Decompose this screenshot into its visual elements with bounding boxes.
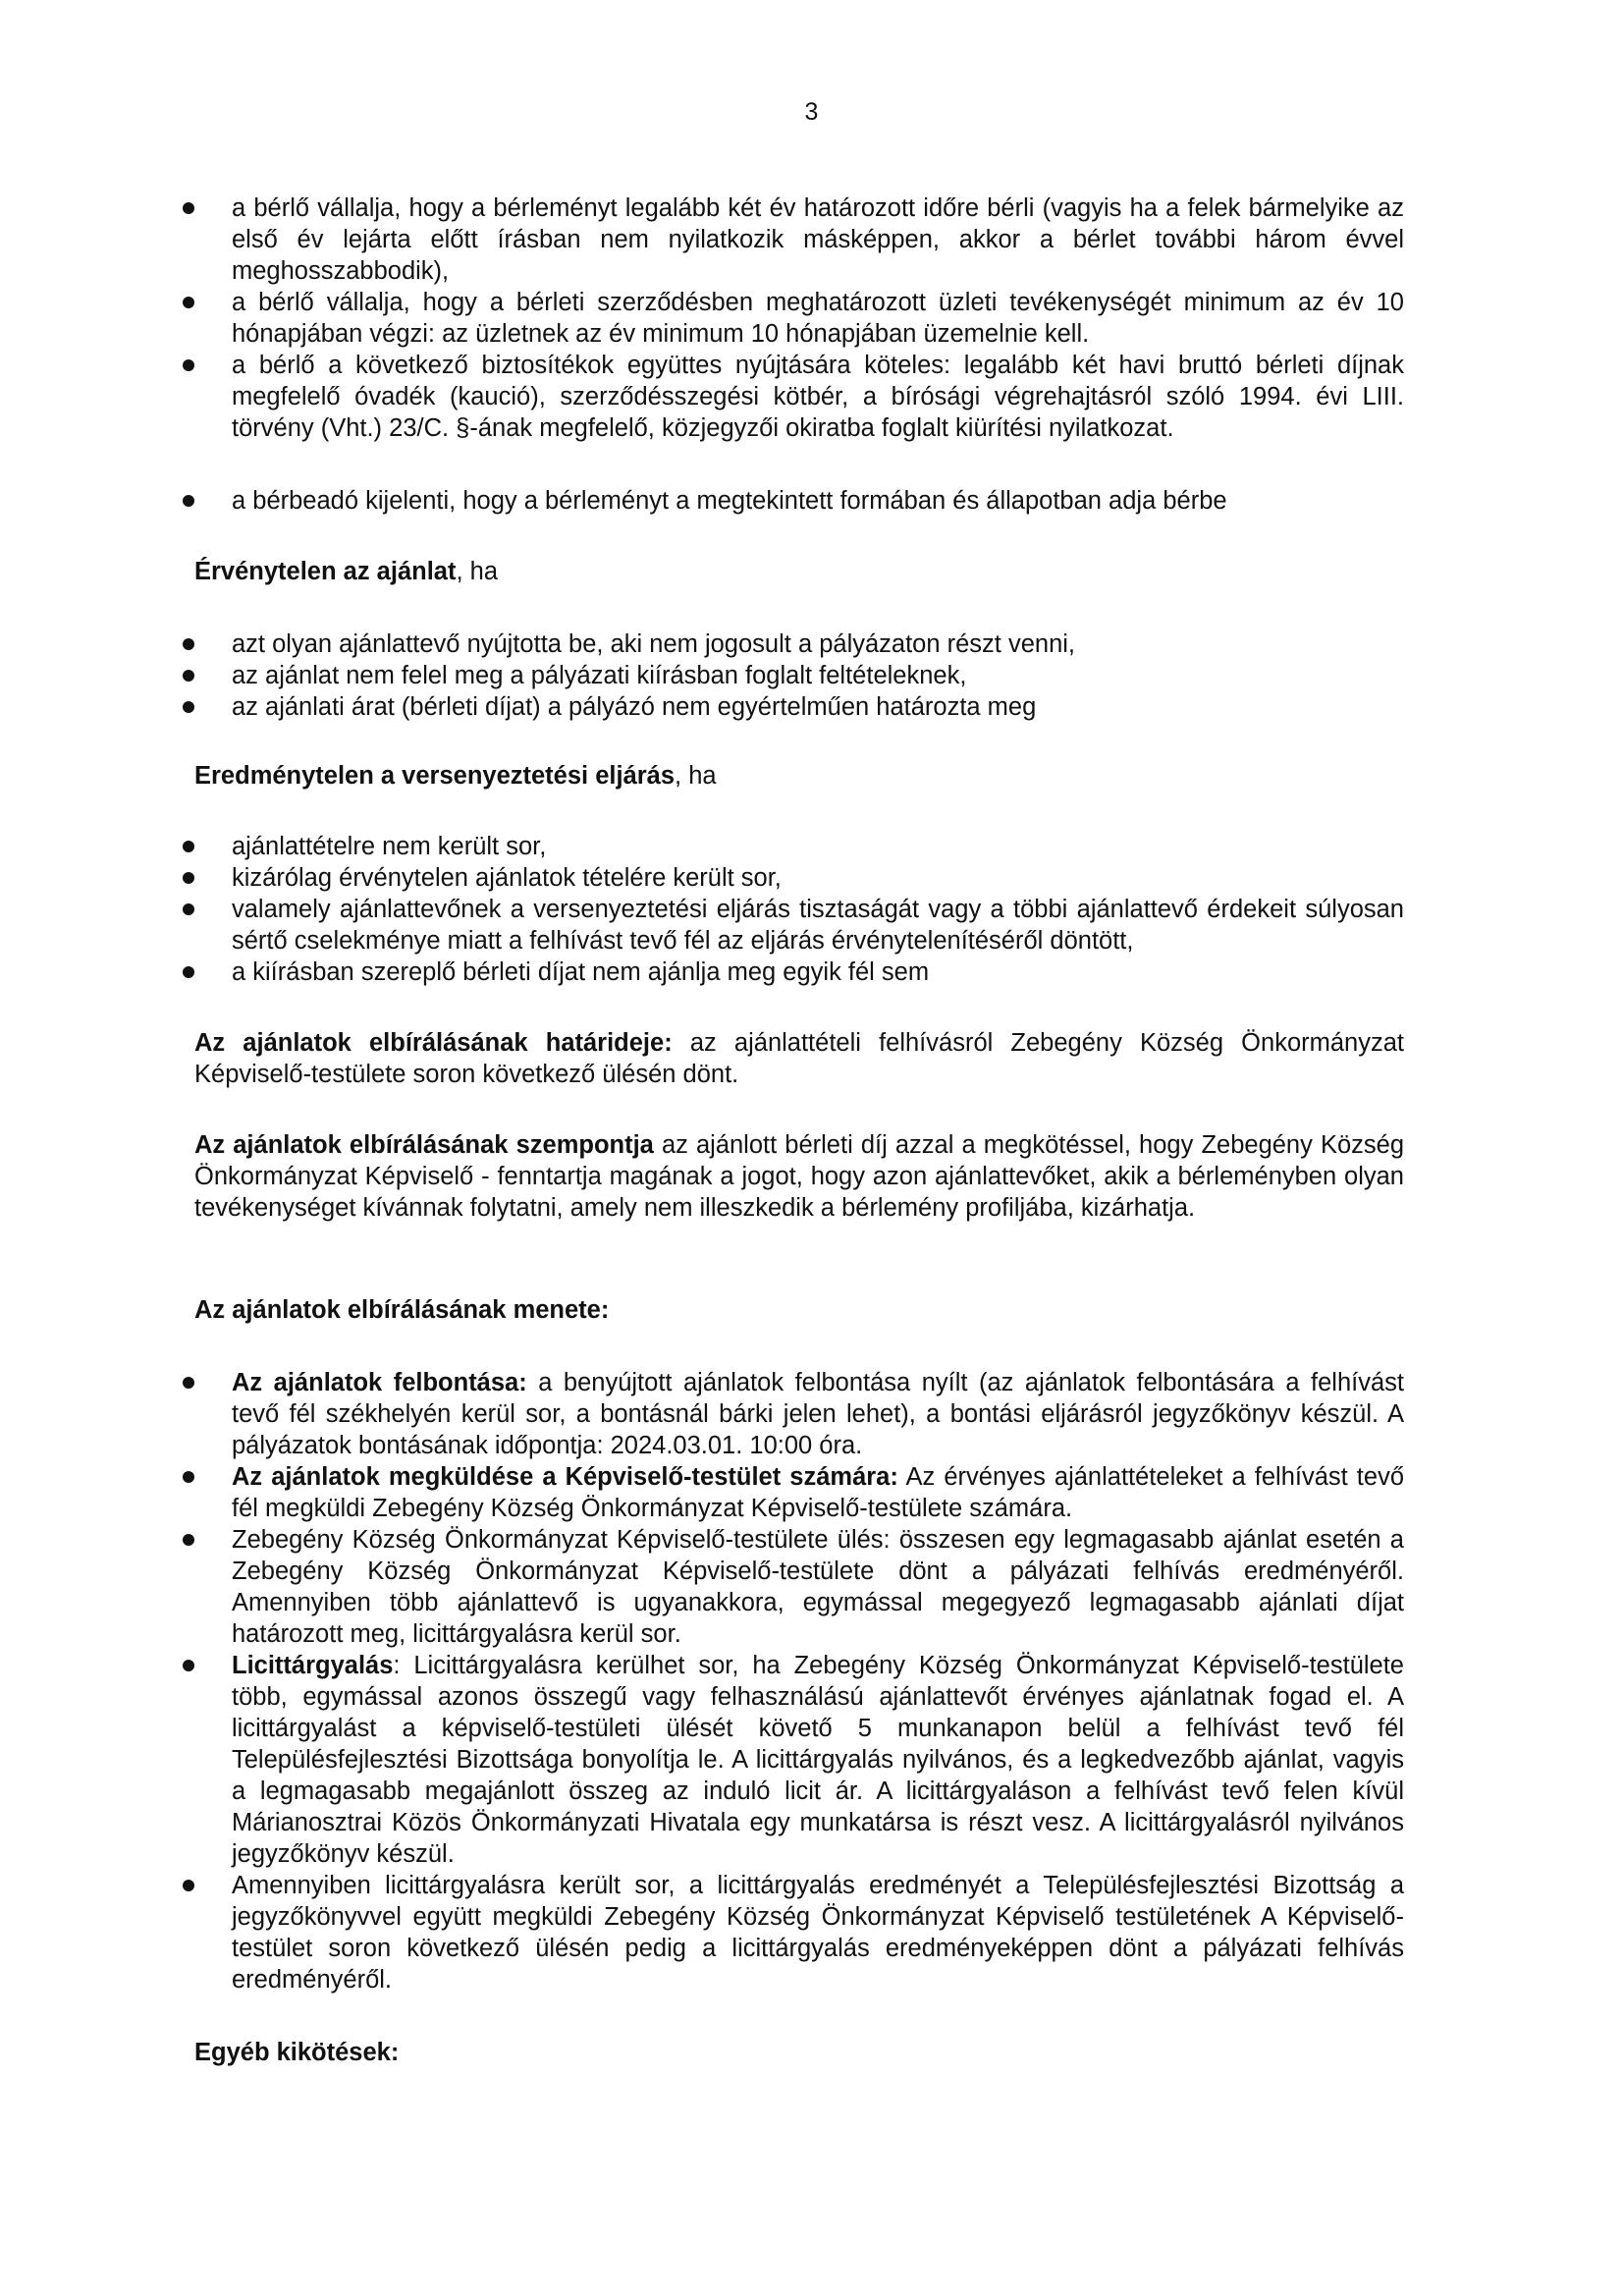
bullet-icon bbox=[183, 903, 194, 915]
list-item: Zebegény Község Önkormányzat Képviselő-testülete ülés: összesen egy legmagasabb ajánlat esetén a Zebegény Község Önkormányzat Képviselő-testülete dönt a pályázati felhívás eredményéről. Amennyiben több ajánlattevő is ugyanakkora, egymással megegyező legmagasabb ajánlati díjat határozott meg, licittárgyalásra kerül sor. bbox=[232, 1524, 1404, 1650]
list-item: a bérbeadó kijelenti, hogy a bérleményt a megtekintett formában és állapotban adja bérbe bbox=[232, 485, 1404, 517]
bullet-icon bbox=[183, 495, 194, 507]
bullet-icon bbox=[183, 202, 194, 214]
bullet-icon bbox=[183, 1534, 194, 1546]
bullet-icon bbox=[183, 638, 194, 650]
bullet-icon bbox=[183, 1660, 194, 1671]
evaluation-deadline-paragraph: Az ajánlatok elbírálásának határideje: az ajánlattételi felhívásról Zebegény Község Önkormányzat Képviselő-testülete soron következő ülésén dönt. bbox=[194, 1029, 1404, 1088]
list-item: Az ajánlatok felbontása: a benyújtott ajánlatok felbontása nyílt (az ajánlatok felbontására a felhívást tevő fél székhelyén kerül sor, a bontásnál bárki jelen lehet), a bontási eljárásról jegyzőkönyv készül. A pályázatok bontásának időpontja: 2024.03.01. 10:00 óra. bbox=[232, 1367, 1404, 1461]
bullet-icon bbox=[183, 359, 194, 371]
evaluation-criteria-paragraph: Az ajánlatok elbírálásának szempontja az ajánlott bérleti díj azzal a megkötéssel, hogy Zebegény Község Önkormányzat Képviselő - fenntartja magának a jogot, hogy azon ajánlattevőket, akik a bérleményben olyan tevékenységet kívánnak folytatni, amely nem illeszkedik a bérlemény profiljába, kizárhatja. bbox=[194, 1131, 1405, 1222]
list-item: Licittárgyalás: Licittárgyalásra kerülhet sor, ha Zebegény Község Önkormányzat Képviselő-testülete több, egymással azonos összegű vagy felhasználású ajánlattevőt érvényes ajánlatnak fogad el. A licittárgyalást a képviselő-testületi ülését követő 5 munkanapon belül a felhívást tevő fél Településfejlesztési Bizottsága bonyolítja le. A licittárgyalás nyilvános, és a legkedvezőbb ajánlat, vagyis a legmagasabb megajánlott összeg az induló licit ár. A licittárgyaláson a felhívást tevő felen kívül Márianosztrai Közös Önkormányzati Hivatala egy munkatársa is részt vesz. A licittárgyalásról nyilvános jegyzőkönyv készül. bbox=[232, 1650, 1404, 1870]
list-item: a bérlő vállalja, hogy a bérleti szerződésben meghatározott üzleti tevékenységét minimum az év 10 hónapjában végzi: az üzletnek az év minimum 10 hónapjában üzemelnie kell. bbox=[232, 287, 1404, 350]
list-item: valamely ajánlattevőnek a versenyeztetési eljárás tisztaságát vagy a többi ajánlattevő érdekeit súlyosan sértő cselekménye miatt a felhívást tevő fél az eljárás érvénytelenítéséről döntött, bbox=[232, 894, 1404, 957]
list-item: az ajánlat nem felel meg a pályázati kiírásban foglalt feltételeknek, bbox=[232, 660, 1404, 691]
list-item: Az ajánlatok megküldése a Képviselő-testület számára: Az érvényes ajánlattételeket a felhívást tevő fél megküldi Zebegény Község Önkormányzat Képviselő-testülete számára. bbox=[232, 1461, 1404, 1524]
bullet-icon bbox=[183, 841, 194, 852]
invalid-offer-heading: Érvénytelen az ajánlat, ha bbox=[194, 558, 499, 585]
other-conditions-heading: Egyéb kikötések: bbox=[194, 2039, 400, 2066]
unsuccessful-procedure-heading: Eredménytelen a versenyeztetési eljárás, ha bbox=[194, 762, 717, 790]
bullet-icon bbox=[183, 701, 194, 713]
evaluation-process-heading: Az ajánlatok elbírálásának menete: bbox=[194, 1296, 610, 1324]
landlord-declaration-list bbox=[0, 485, 1623, 517]
list-item: kizárólag érvénytelen ajánlatok tételére került sor, bbox=[232, 862, 1404, 894]
bullet-icon bbox=[183, 1471, 194, 1483]
unsuccessful-procedure-list bbox=[0, 831, 1623, 988]
bullet-icon bbox=[183, 670, 194, 682]
bullet-icon bbox=[183, 1880, 194, 1891]
conditions-list bbox=[0, 192, 1623, 444]
bullet-icon bbox=[183, 297, 194, 308]
evaluation-process-list bbox=[0, 1367, 1623, 1995]
bullet-icon bbox=[183, 872, 194, 884]
page-number: 3 bbox=[804, 98, 819, 126]
list-item: Amennyiben licittárgyalásra került sor, a licittárgyalás eredményét a Településfejlesztési Bizottság a jegyzőkönyvvel együtt megküldi Zebegény Község Önkormányzat Képviselő testületének A Képviselő-testület soron következő ülésén pedig a licittárgyalás eredményeképpen dönt a pályázati felhívás eredményéről. bbox=[232, 1870, 1404, 1995]
list-item: az ajánlati árat (bérleti díjat) a pályázó nem egyértelműen határozta meg bbox=[232, 691, 1404, 723]
list-item: a bérlő a következő biztosítékok együttes nyújtására köteles: legalább két havi bruttó bérleti díjnak megfelelő óvadék (kaució), szerződésszegési kötbér, a bírósági végrehajtásról szóló 1994. évi LIII. törvény (Vht.) 23/C. §-ának megfelelő, közjegyzői okiratba foglalt kiürítési nyilatkozat. bbox=[232, 350, 1404, 444]
list-item: a bérlő vállalja, hogy a bérleményt legalább két év határozott időre bérli (vagyis ha a felek bármelyike az első év lejárta előtt írásban nem nyilatkozik másképpen, akkor a bérlet további három évvel meghosszabbodik), bbox=[232, 192, 1404, 287]
bullet-icon bbox=[183, 966, 194, 978]
list-item: a kiírásban szereplő bérleti díjat nem ajánlja meg egyik fél sem bbox=[232, 957, 1404, 988]
bullet-icon bbox=[183, 1377, 194, 1389]
invalid-offer-list bbox=[0, 629, 1623, 723]
list-item: azt olyan ajánlattevő nyújtotta be, aki nem jogosult a pályázaton részt venni, bbox=[232, 629, 1404, 660]
list-item: ajánlattételre nem került sor, bbox=[232, 831, 1404, 862]
